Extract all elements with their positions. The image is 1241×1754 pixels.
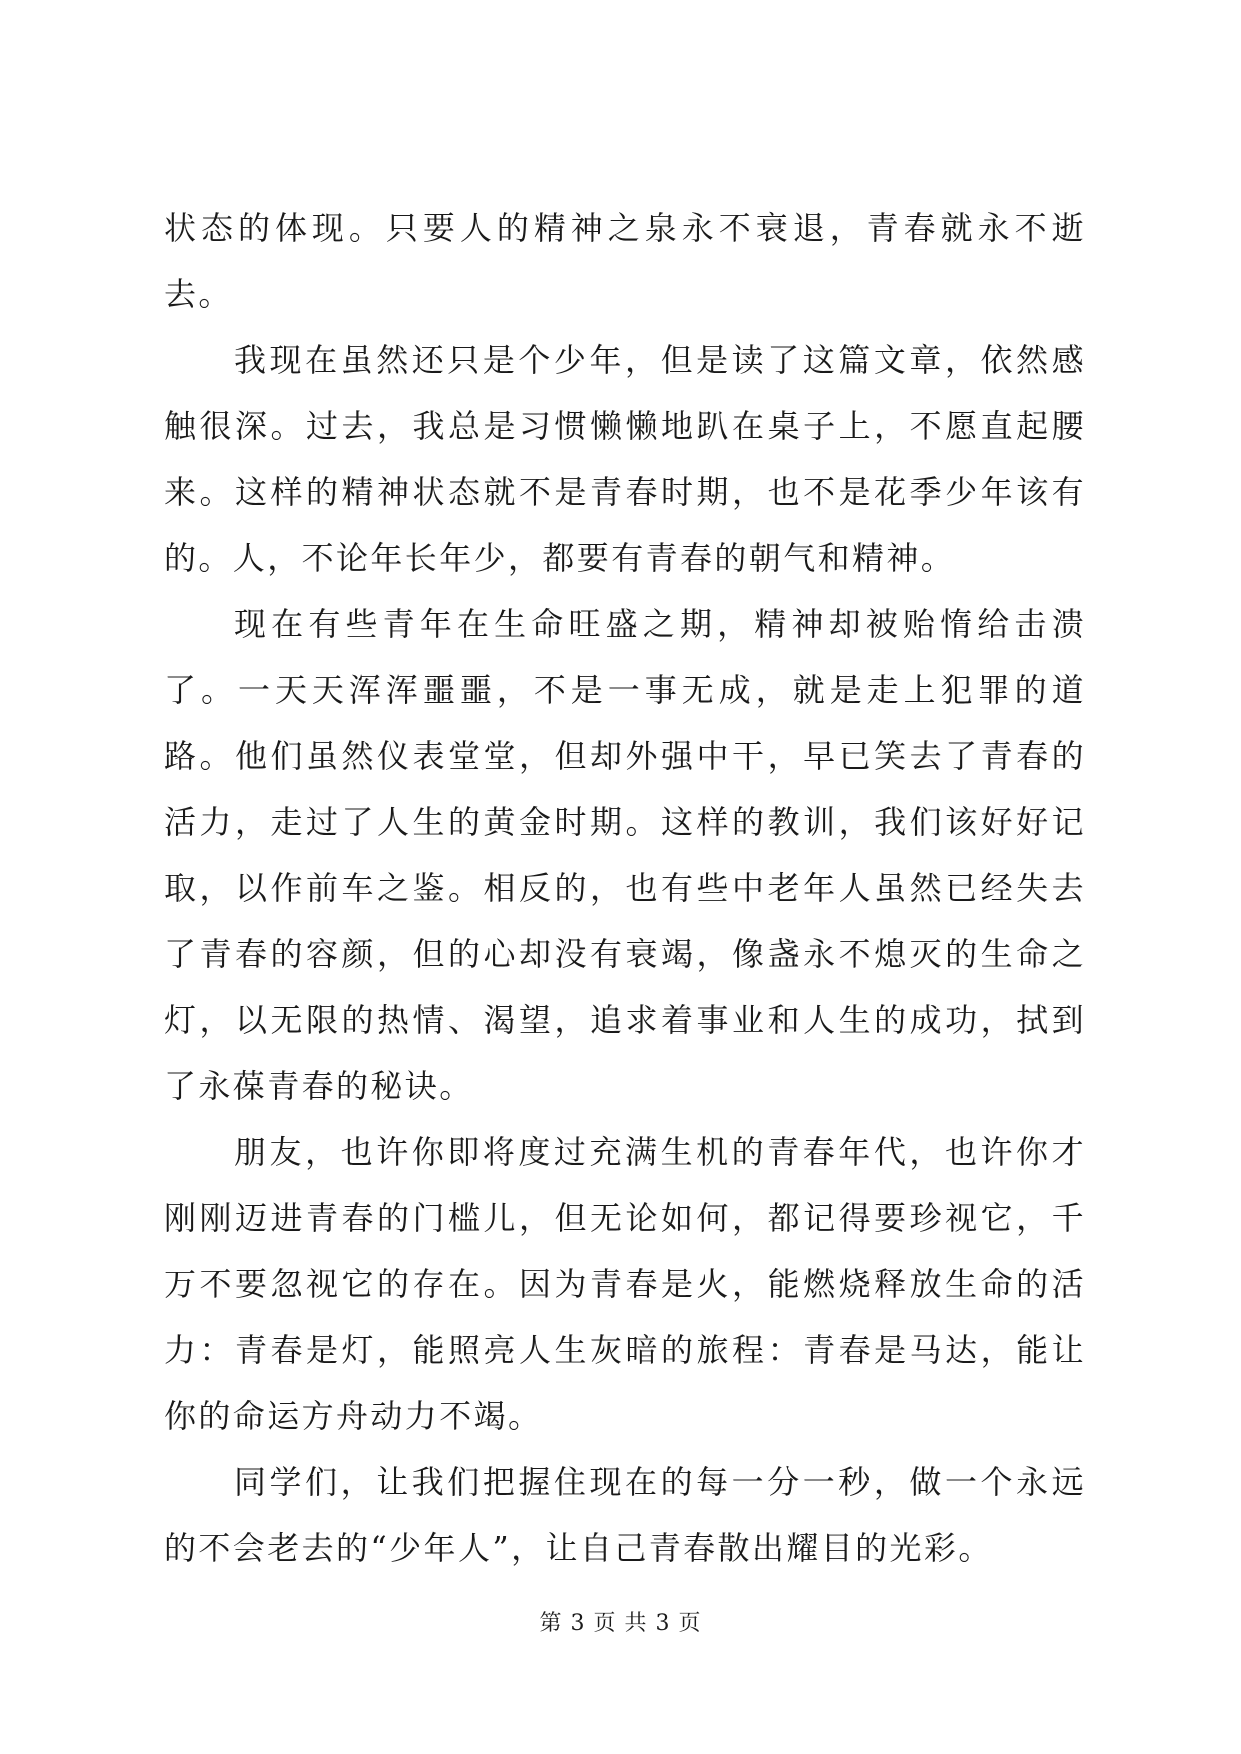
page-number-footer: 第 3 页 共 3 页 [539,1611,702,1636]
paragraph-2: 我现在虽然还只是个少年，但是读了这篇文章，依然感触很深。过去，我总是习惯懒懒地趴在桌子上，不愿直起腰来。这样的精神状态就不是青春时期，也不是花季少年该有的。人，不论年长年少，都要有青春的朝气和精神。 [164,341,1086,577]
paragraph-3: 现在有些青年在生命旺盛之期，精神却被贻惰给击溃了。一天天浑浑噩噩，不是一事无成，就是走上犯罪的道路。他们虽然仪表堂堂，但却外强中干，早已笑去了青春的活力，走过了人生的黄金时期。这样的教训，我们该好好记取，以作前车之鉴。相反的，也有些中老年人虽然已经失去了青春的容颜，但的心却没有衰竭，像盏永不熄灭的生命之灯，以无限的热情、渴望，追求着事业和人生的成功，拭到了永葆青春的秘诀。 [164,605,1086,1105]
body-text [164,195,1086,1581]
paragraph-4: 朋友，也许你即将度过充满生机的青春年代，也许你才刚刚迈进青春的门槛儿，但无论如何，都记得要珍视它，千万不要忽视它的存在。因为青春是火，能燃烧释放生命的活力：青春是灯，能照亮人生灰暗的旅程：青春是马达，能让你的命运方舟动力不竭。 [164,1133,1086,1435]
paragraph-1: 状态的体现。只要人的精神之泉永不衰退，青春就永不逝去。 [164,209,1086,313]
paragraph-5: 同学们，让我们把握住现在的每一分一秒，做一个永远的不会老去的“少年人”，让自己青春散出耀目的光彩。 [164,1463,1086,1567]
